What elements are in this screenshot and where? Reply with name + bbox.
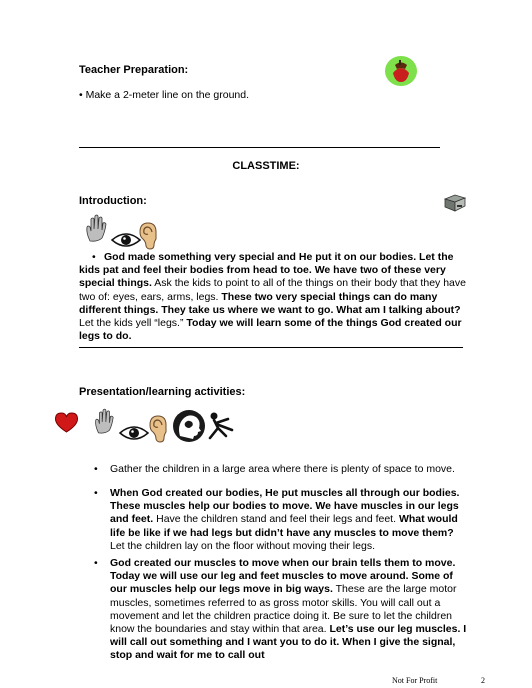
hand-icon	[84, 213, 108, 243]
intro-bold-1: God made something very special and He put it on our bodies. Let the kids pat and feel their bodies from head to toe. We have two of these very special things.	[79, 251, 454, 290]
b3-bold-2: Let’s use our leg muscles. I will call out something and I want you to do it. When I give the signal, stop and wait for me to call out	[110, 623, 467, 662]
bullet-2-marker: •	[94, 487, 98, 499]
heart-icon	[54, 411, 79, 434]
apple-teacher-icon	[384, 55, 418, 87]
head-profile-icon	[171, 409, 207, 443]
b3-normal-1: These are the large motor muscles, sometimes referred to as gross motor skills. You will call out a movement and let the children practice doing it. Be sure to let the children know the boundaries and stay within that area.	[110, 583, 457, 636]
teacher-prep-item: • Make a 2-meter line on the ground.	[79, 89, 250, 101]
classtime-title: CLASSTIME:	[232, 160, 300, 172]
b2-bold-1: When God created our bodies, He put muscles all through our bodies. These muscles help our bodies to move. We have muscles in our legs and feet.	[110, 487, 460, 526]
intro-bold-2: These two very special things can do many different things. They take us where we want to go. What am I talking about?	[79, 290, 461, 316]
ear-icon-2	[148, 415, 170, 443]
presentation-heading: Presentation/learning activities:	[79, 386, 246, 398]
presentation-bullet-1: Gather the children in a large area where there is plenty of space to move.	[110, 463, 455, 475]
footer-note: Not For Profit	[392, 676, 438, 685]
introduction-heading: Introduction:	[79, 195, 147, 207]
eye-icon-2	[118, 423, 150, 443]
stretching-figure-icon	[206, 411, 238, 441]
divider-1	[79, 147, 440, 148]
ear-icon	[138, 222, 160, 250]
presentation-bullet-3	[110, 557, 468, 663]
teacher-prep-heading: Teacher Preparation:	[79, 64, 189, 76]
presentation-bullet-2	[110, 487, 468, 553]
divider-2	[79, 347, 463, 348]
bullet-3-marker: •	[94, 557, 98, 569]
b2-normal-2: Let the children lay on the floor without moving their legs.	[110, 539, 375, 552]
intro-normal-2: Let the kids yell “legs.”	[79, 317, 187, 330]
page-number: 2	[481, 676, 485, 685]
desk-icon	[443, 191, 467, 215]
bullet-1-marker: •	[94, 463, 98, 475]
hand-icon-2	[93, 407, 115, 435]
intro-bold-3: Today we will learn some of the things God created our legs to do.	[79, 317, 462, 343]
intro-normal-1: Ask the kids to point to all of the things on their body that they have two of: eyes, ears, arms, legs.	[79, 277, 466, 303]
introduction-paragraph: • God made something very special and He put it on our bodies. Let the kids pat and feel their bodies from head to toe. We have two of these very special things. Ask the kids to point to all of the things on their body that they have two of: eyes, ears, arms, legs. These two very special things can do many different things. They take us where we want to go. What am I talking about? Let the kids yell “legs.” Today we will learn some of the things God created our legs to do.	[79, 251, 466, 343]
b2-normal-1: Have the children stand and feel their legs and feet.	[153, 513, 399, 526]
b3-bold-1: God created our muscles to move when our brain tells them to move. Today we will use our leg and feet muscles to move around. Some of our muscles help our legs move in big ways.	[110, 557, 456, 596]
b2-bold-2: What would life be like if we had legs but didn’t have any muscles to move them?	[110, 513, 458, 539]
